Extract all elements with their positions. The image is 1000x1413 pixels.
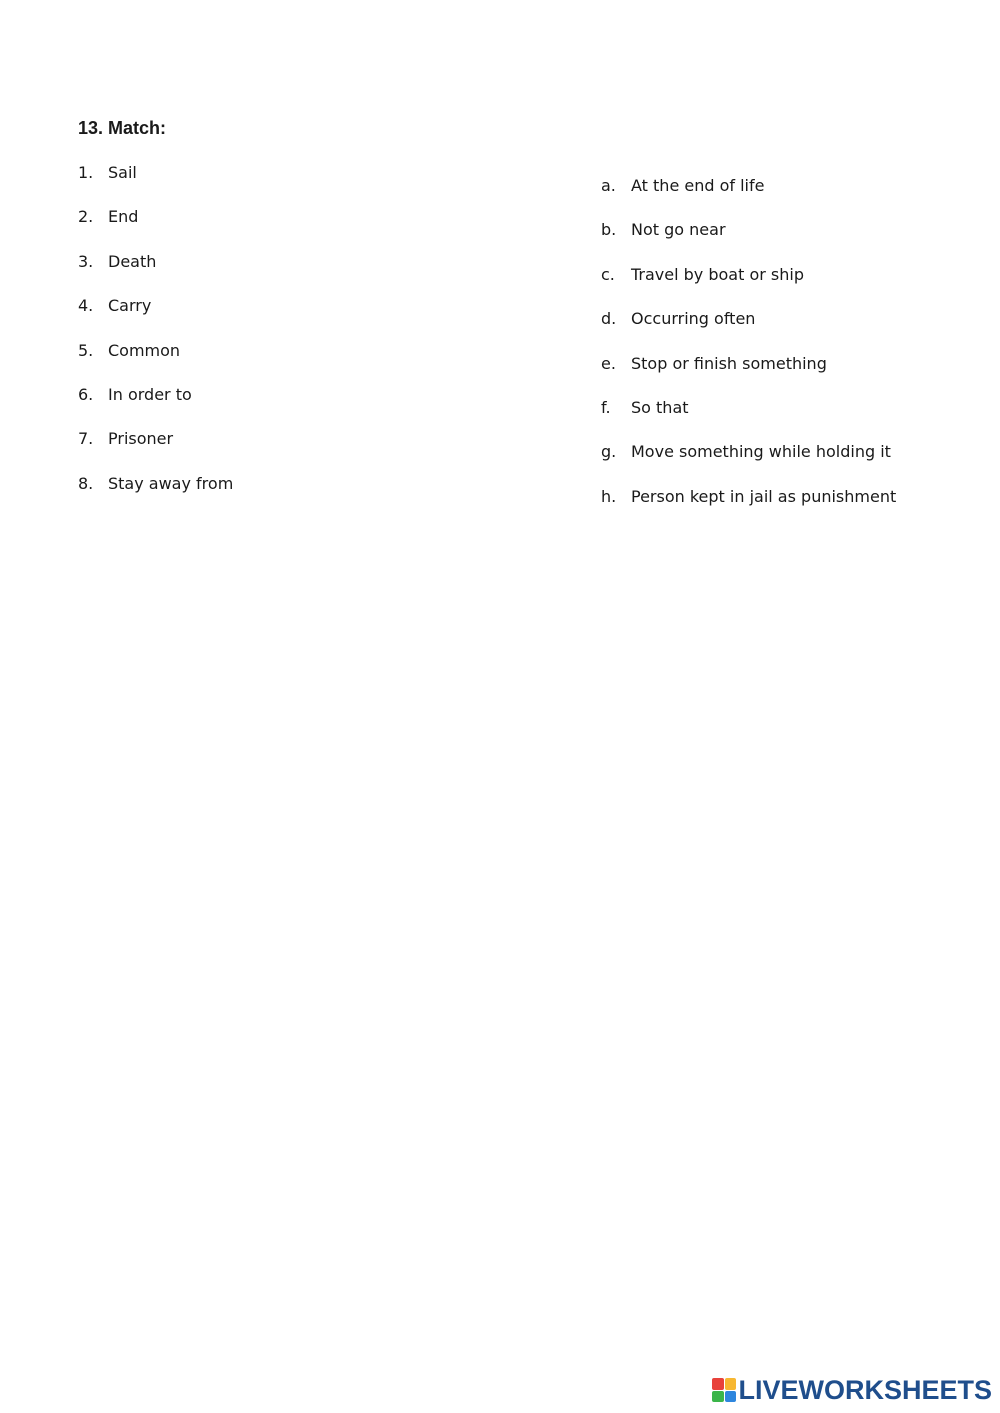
definition-item xyxy=(601,264,804,286)
term-text: Carry xyxy=(108,296,152,315)
term-number: 8. xyxy=(78,474,94,493)
term-text: Prisoner xyxy=(108,429,174,448)
term-item xyxy=(78,384,192,406)
definition-letter: c. xyxy=(601,265,615,284)
liveworksheets-logo-icon xyxy=(712,1378,736,1402)
definition-text: At the end of life xyxy=(631,176,765,195)
question-title xyxy=(78,118,166,139)
logo-square xyxy=(712,1378,724,1390)
definition-text: Travel by boat or ship xyxy=(631,265,804,284)
term-number: 3. xyxy=(78,252,94,271)
term-text: End xyxy=(108,207,139,226)
liveworksheets-brand xyxy=(712,1375,992,1405)
definition-letter: b. xyxy=(601,220,617,239)
term-number: 1. xyxy=(78,163,94,182)
question-label: Match: xyxy=(108,118,166,138)
logo-square xyxy=(712,1391,724,1403)
definition-letter: f. xyxy=(601,398,611,417)
term-item xyxy=(78,473,233,495)
term-item xyxy=(78,295,151,317)
definition-text: Person kept in jail as punishment xyxy=(631,487,897,506)
term-number: 4. xyxy=(78,296,94,315)
definition-item xyxy=(601,486,896,508)
term-number: 7. xyxy=(78,429,94,448)
term-item xyxy=(78,251,156,273)
definition-letter: h. xyxy=(601,487,617,506)
term-text: Common xyxy=(108,341,181,360)
definition-letter: d. xyxy=(601,309,617,328)
term-number: 5. xyxy=(78,341,94,360)
term-number: 6. xyxy=(78,385,94,404)
question-number: 13. xyxy=(78,118,104,138)
definition-item xyxy=(601,353,827,375)
definition-item xyxy=(601,219,726,241)
logo-square xyxy=(725,1378,737,1390)
definition-letter: g. xyxy=(601,442,617,461)
term-number: 2. xyxy=(78,207,94,226)
term-text: Stay away from xyxy=(108,474,234,493)
definition-letter: a. xyxy=(601,176,616,195)
term-item xyxy=(78,162,137,184)
definition-text: Occurring often xyxy=(631,309,756,328)
brand-name: LIVEWORKSHEETS xyxy=(738,1375,992,1405)
term-item xyxy=(78,428,173,450)
definition-text: Stop or finish something xyxy=(631,354,827,373)
term-item xyxy=(78,340,180,362)
definition-item xyxy=(601,441,891,463)
definition-item xyxy=(601,175,764,197)
term-text: Death xyxy=(108,252,157,271)
logo-square xyxy=(725,1391,737,1403)
definition-item xyxy=(601,308,755,330)
definition-text: Move something while holding it xyxy=(631,442,891,461)
term-item xyxy=(78,206,138,228)
definition-letter: e. xyxy=(601,354,616,373)
definition-text: So that xyxy=(631,398,689,417)
definition-item xyxy=(601,397,689,419)
definition-text: Not go near xyxy=(631,220,726,239)
term-text: Sail xyxy=(108,163,137,182)
term-text: In order to xyxy=(108,385,192,404)
